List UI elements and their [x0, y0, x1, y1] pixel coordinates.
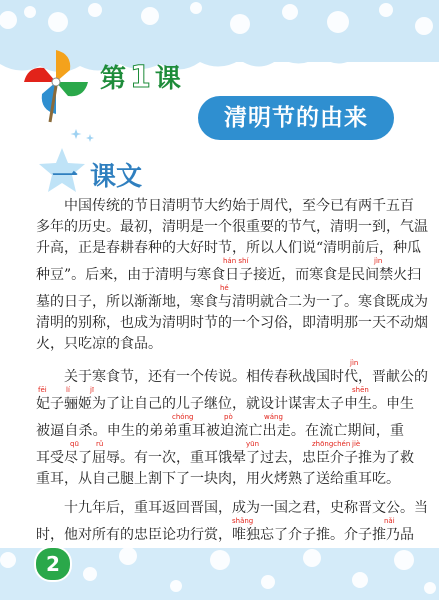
lesson-text: [36, 196, 428, 546]
pinyin-annotation: jìn: [350, 359, 359, 367]
sparkle-icon: [70, 128, 100, 146]
section-heading: [36, 146, 156, 192]
text-line-wrap: [36, 517, 414, 546]
text-line-wrap: [36, 284, 428, 313]
pinyin-annotation: yūn: [246, 440, 260, 448]
text-line: 耳受尽了屈辱。有一次，重耳饿晕了过去，忠臣介子推为了救: [36, 450, 414, 466]
pinyin-annotation: pò: [224, 413, 233, 421]
text-line: 十九年后，重耳返回晋国，成为一国之君，史称晋文公。当: [64, 500, 428, 516]
text-line-wrap: [36, 440, 414, 469]
pinyin-annotation: hán shí: [223, 257, 249, 265]
section-number: 一: [52, 162, 79, 192]
pinyin-annotation: jiè: [352, 440, 361, 448]
text-line: 时，他对所有的忠臣论功行赏，唯独忘了介子推。介子推乃品: [36, 527, 414, 543]
text-line: 多年的历史。最初，清明是一个很重要的节气，清明一到，气温: [36, 219, 428, 235]
pinwheel-icon: [20, 46, 92, 124]
text-line: 妃子骊姬为了让自己的儿子继位，就设计谋害太子申生。申生: [36, 396, 414, 412]
text-line: 升高，正是春耕春种的大好时节，所以人们说“清明前后，种瓜: [36, 240, 422, 256]
pinyin-annotation: rǔ: [96, 440, 104, 448]
text-line: 重耳，从自己腿上割下了一块肉，用火烤熟了送给重耳吃。: [36, 471, 400, 487]
text-line: 关于寒食节，还有一个传说。相传春秋战国时代，晋献公的: [64, 369, 428, 385]
text-line: 墓的日子，所以渐渐地，寒食与清明就合二为一了。寒食既成为: [36, 294, 428, 310]
title-banner: [198, 96, 394, 140]
text-line-wrap: [36, 359, 428, 388]
pinyin-annotation: lí: [66, 386, 70, 394]
text-line: 火，只吃凉的食品。: [36, 336, 162, 352]
pinyin-annotation: wáng: [264, 413, 283, 421]
pinyin-annotation: jī: [90, 386, 94, 394]
lesson-heading: [100, 58, 183, 95]
pinyin-annotation: zhōngchén: [312, 440, 351, 448]
lesson-title: 清明节的由来: [224, 105, 368, 131]
pinyin-annotation: chóng: [172, 413, 194, 421]
lesson-number: 1: [130, 60, 153, 95]
pinyin-annotation: nǎi: [384, 517, 395, 525]
pinyin-annotation: shēn: [352, 386, 369, 394]
text-line: 清明的别称，也成为清明时节的一个习俗，即清明那一天不动烟: [36, 315, 428, 331]
text-line: 被逼自杀。申生的弟弟重耳被迫流亡出走。在流亡期间，重: [36, 423, 404, 439]
pinyin-annotation: jìn: [374, 257, 383, 265]
lesson-label-pre: 第: [100, 64, 129, 94]
lesson-label-post: 课: [154, 64, 183, 94]
pinyin-annotation: fēi: [38, 386, 47, 394]
section-label: 课文: [90, 162, 143, 192]
text-line-wrap: [36, 413, 404, 442]
text-line-wrap: [36, 386, 414, 415]
page-number-badge: [34, 546, 72, 582]
pinyin-annotation: shǎng: [232, 517, 254, 525]
pinyin-annotation: qū: [70, 440, 79, 448]
page-number: 2: [46, 552, 60, 576]
text-line: 种豆”。后来，由于清明与寒食日子接近，而寒食是民间禁火扫: [36, 267, 422, 283]
text-line: 中国传统的节日清明节大约始于周代，至今已有两千五百: [64, 198, 414, 214]
text-line-wrap: [36, 257, 422, 286]
pinyin-annotation: hé: [220, 284, 229, 292]
